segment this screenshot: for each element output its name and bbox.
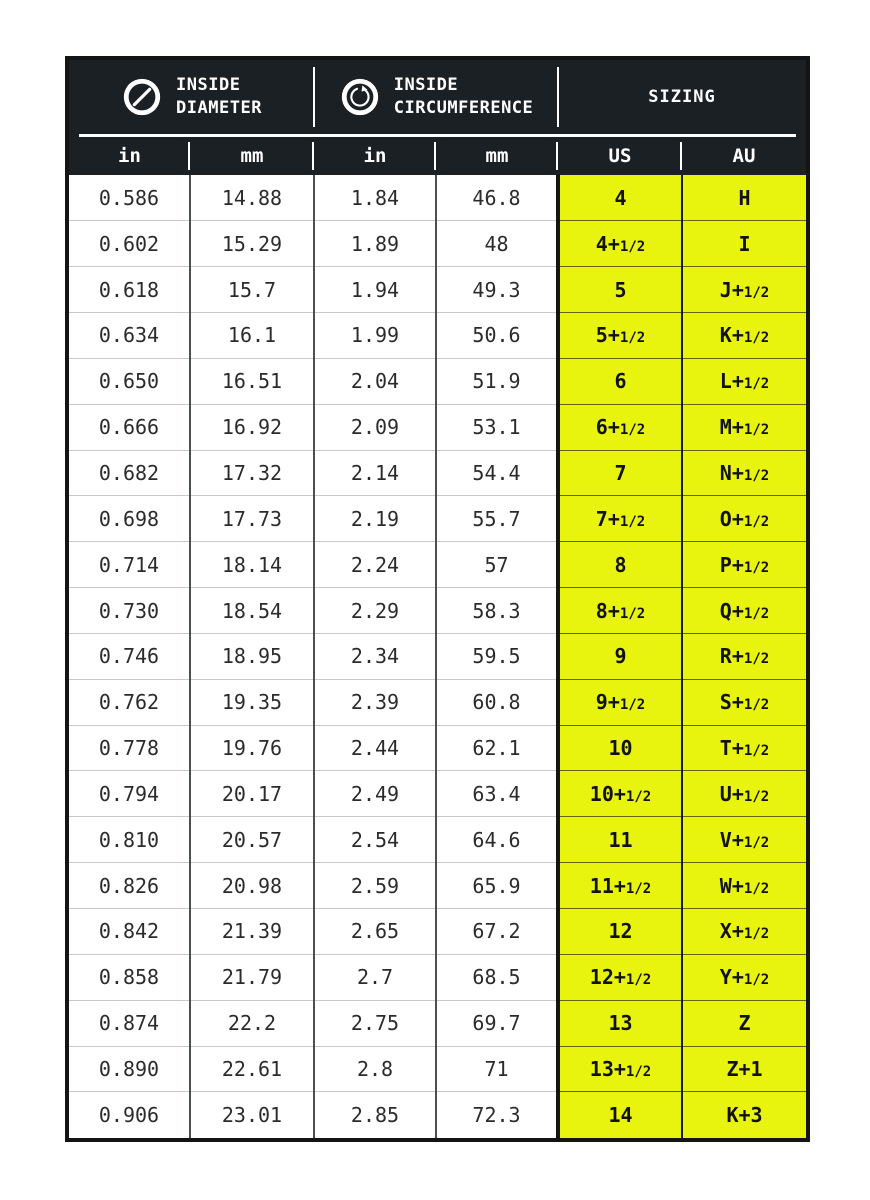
us-size-cell: 5+1/2 (558, 313, 682, 359)
half-fraction: 1/2 (743, 651, 770, 668)
table-header (69, 60, 806, 175)
table-row (69, 771, 806, 817)
half-fraction: 1/2 (619, 422, 646, 439)
diameter-in-cell: 0.682 (69, 450, 190, 496)
au-size-cell: Z (682, 1000, 806, 1046)
table-row (69, 313, 806, 359)
half-fraction: 1/2 (743, 972, 770, 989)
half-fraction: 1/2 (625, 880, 652, 897)
header-title-row (69, 60, 806, 134)
half-fraction: 1/2 (619, 513, 646, 530)
label-line1: SIZING (648, 86, 716, 107)
circumference-in-cell: 2.24 (314, 542, 436, 588)
label-line1: INSIDE (176, 75, 241, 96)
au-size-cell: X+1/2 (682, 909, 806, 955)
diameter-in-cell: 0.650 (69, 358, 190, 404)
circumference-in-cell: 2.19 (314, 496, 436, 542)
au-size-cell: I (682, 221, 806, 267)
diameter-mm-cell: 20.17 (190, 771, 314, 817)
circumference-in-cell: 2.75 (314, 1000, 436, 1046)
au-size-cell: T+1/2 (682, 725, 806, 771)
au-size-cell: R+1/2 (682, 633, 806, 679)
us-size-cell: 7 (558, 450, 682, 496)
table-row (69, 358, 806, 404)
half-fraction: 1/2 (743, 834, 770, 851)
diameter-mm-cell: 21.39 (190, 909, 314, 955)
circumference-in-cell: 2.7 (314, 954, 436, 1000)
circumference-mm-cell: 65.9 (436, 863, 558, 909)
inside-circumference-label (394, 74, 534, 120)
half-fraction: 1/2 (619, 697, 646, 714)
diameter-mm-cell: 18.54 (190, 588, 314, 634)
diameter-in-cell: 0.762 (69, 679, 190, 725)
circumference-mm-cell: 48 (436, 221, 558, 267)
circumference-in-cell: 1.84 (314, 175, 436, 221)
circumference-mm-cell: 62.1 (436, 725, 558, 771)
half-fraction: 1/2 (619, 605, 646, 622)
circumference-mm-cell: 72.3 (436, 1092, 558, 1138)
diameter-mm-cell: 17.73 (190, 496, 314, 542)
circumference-in-cell: 2.44 (314, 725, 436, 771)
circumference-mm-cell: 67.2 (436, 909, 558, 955)
diameter-mm-cell: 16.51 (190, 358, 314, 404)
us-size-cell: 9 (558, 633, 682, 679)
diameter-mm-cell: 20.57 (190, 817, 314, 863)
col-header-circumference-in: in (314, 137, 436, 175)
table-row (69, 1000, 806, 1046)
circumference-mm-cell: 69.7 (436, 1000, 558, 1046)
diameter-mm-cell: 22.61 (190, 1046, 314, 1092)
circumference-in-cell: 1.99 (314, 313, 436, 359)
circumference-in-cell: 2.8 (314, 1046, 436, 1092)
header-group-sizing (558, 60, 806, 134)
diameter-in-cell: 0.826 (69, 863, 190, 909)
diameter-icon (121, 76, 163, 118)
diameter-in-cell: 0.890 (69, 1046, 190, 1092)
circumference-icon (339, 76, 381, 118)
table-row (69, 863, 806, 909)
us-size-cell: 10 (558, 725, 682, 771)
col-header-diameter-mm: mm (190, 137, 314, 175)
table-row (69, 909, 806, 955)
table-row (69, 588, 806, 634)
half-fraction: 1/2 (743, 467, 770, 484)
us-size-cell: 8+1/2 (558, 588, 682, 634)
half-fraction: 1/2 (625, 1063, 652, 1080)
us-size-cell: 10+1/2 (558, 771, 682, 817)
au-size-cell: M+1/2 (682, 404, 806, 450)
diameter-mm-cell: 16.1 (190, 313, 314, 359)
circumference-mm-cell: 54.4 (436, 450, 558, 496)
us-size-cell: 8 (558, 542, 682, 588)
au-size-cell: V+1/2 (682, 817, 806, 863)
circumference-in-cell: 2.59 (314, 863, 436, 909)
au-size-cell: J+1/2 (682, 267, 806, 313)
au-size-cell: Y+1/2 (682, 954, 806, 1000)
sizing-label (648, 86, 715, 109)
circumference-mm-cell: 71 (436, 1046, 558, 1092)
circumference-mm-cell: 50.6 (436, 313, 558, 359)
diameter-mm-cell: 18.14 (190, 542, 314, 588)
header-group-inside-circumference (314, 60, 558, 134)
diameter-mm-cell: 21.79 (190, 954, 314, 1000)
diameter-mm-cell: 15.7 (190, 267, 314, 313)
us-size-cell: 4+1/2 (558, 221, 682, 267)
diameter-mm-cell: 18.95 (190, 633, 314, 679)
diameter-mm-cell: 14.88 (190, 175, 314, 221)
us-size-cell: 12+1/2 (558, 954, 682, 1000)
diameter-mm-cell: 22.2 (190, 1000, 314, 1046)
col-header-circumference-mm: mm (436, 137, 558, 175)
table-row (69, 954, 806, 1000)
circumference-in-cell: 2.04 (314, 358, 436, 404)
label-line2: DIAMETER (176, 98, 262, 118)
half-fraction: 1/2 (625, 972, 652, 989)
circumference-mm-cell: 57 (436, 542, 558, 588)
circumference-in-cell: 1.89 (314, 221, 436, 267)
table-row (69, 542, 806, 588)
au-size-cell: H (682, 175, 806, 221)
us-size-cell: 11+1/2 (558, 863, 682, 909)
diameter-in-cell: 0.714 (69, 542, 190, 588)
diameter-mm-cell: 19.76 (190, 725, 314, 771)
diameter-in-cell: 0.842 (69, 909, 190, 955)
us-size-cell: 5 (558, 267, 682, 313)
us-size-cell: 13 (558, 1000, 682, 1046)
table-row (69, 817, 806, 863)
label-line2: CIRCUMFERENCE (393, 98, 534, 118)
header-group-inside-diameter (69, 60, 314, 134)
us-size-cell: 14 (558, 1092, 682, 1138)
circumference-in-cell: 2.34 (314, 633, 436, 679)
circumference-mm-cell: 68.5 (436, 954, 558, 1000)
us-size-cell: 11 (558, 817, 682, 863)
circumference-mm-cell: 58.3 (436, 588, 558, 634)
col-header-au-size: AU (732, 145, 756, 167)
table-row (69, 267, 806, 313)
au-size-cell: K+3 (682, 1092, 806, 1138)
half-fraction: 1/2 (743, 330, 770, 347)
circumference-mm-cell: 63.4 (436, 771, 558, 817)
half-fraction: 1/2 (743, 880, 770, 897)
au-size-cell: Q+1/2 (682, 588, 806, 634)
column-headers (69, 137, 806, 175)
circumference-mm-cell: 55.7 (436, 496, 558, 542)
table-row (69, 221, 806, 267)
diameter-in-cell: 0.810 (69, 817, 190, 863)
diameter-mm-cell: 17.32 (190, 450, 314, 496)
diameter-mm-cell: 16.92 (190, 404, 314, 450)
table-body (69, 175, 806, 1138)
half-fraction: 1/2 (619, 238, 646, 255)
us-size-cell: 4 (558, 175, 682, 221)
circumference-in-cell: 1.94 (314, 267, 436, 313)
table-row (69, 1092, 806, 1138)
circumference-mm-cell: 46.8 (436, 175, 558, 221)
diameter-in-cell: 0.778 (69, 725, 190, 771)
circumference-in-cell: 2.14 (314, 450, 436, 496)
au-size-cell: W+1/2 (682, 863, 806, 909)
circumference-in-cell: 2.49 (314, 771, 436, 817)
circumference-in-cell: 2.85 (314, 1092, 436, 1138)
diameter-in-cell: 0.746 (69, 633, 190, 679)
us-size-cell: 6+1/2 (558, 404, 682, 450)
table-row (69, 725, 806, 771)
half-fraction: 1/2 (743, 605, 770, 622)
us-size-cell: 9+1/2 (558, 679, 682, 725)
circumference-mm-cell: 49.3 (436, 267, 558, 313)
au-size-cell: S+1/2 (682, 679, 806, 725)
diameter-in-cell: 0.634 (69, 313, 190, 359)
circumference-in-cell: 2.29 (314, 588, 436, 634)
table-row (69, 679, 806, 725)
circumference-mm-cell: 59.5 (436, 633, 558, 679)
half-fraction: 1/2 (619, 330, 646, 347)
diameter-in-cell: 0.730 (69, 588, 190, 634)
half-fraction: 1/2 (743, 926, 770, 943)
circumference-in-cell: 2.39 (314, 679, 436, 725)
diameter-in-cell: 0.618 (69, 267, 190, 313)
diameter-in-cell: 0.906 (69, 1092, 190, 1138)
us-size-cell: 7+1/2 (558, 496, 682, 542)
au-size-cell: L+1/2 (682, 358, 806, 404)
au-size-cell: Z+1 (682, 1046, 806, 1092)
half-fraction: 1/2 (743, 743, 770, 760)
us-size-cell: 6 (558, 358, 682, 404)
col-header-diameter-in: in (69, 137, 190, 175)
diameter-in-cell: 0.874 (69, 1000, 190, 1046)
half-fraction: 1/2 (743, 284, 770, 301)
au-size-cell: N+1/2 (682, 450, 806, 496)
diameter-in-cell: 0.602 (69, 221, 190, 267)
au-size-cell: O+1/2 (682, 496, 806, 542)
diameter-in-cell: 0.586 (69, 175, 190, 221)
circumference-mm-cell: 60.8 (436, 679, 558, 725)
half-fraction: 1/2 (743, 513, 770, 530)
label-line1: INSIDE (393, 75, 459, 96)
half-fraction: 1/2 (743, 788, 770, 805)
half-fraction: 1/2 (743, 422, 770, 439)
ring-size-chart (65, 56, 810, 1142)
table-row (69, 633, 806, 679)
au-size-cell: P+1/2 (682, 542, 806, 588)
half-fraction: 1/2 (743, 376, 770, 393)
us-size-cell: 12 (558, 909, 682, 955)
diameter-mm-cell: 15.29 (190, 221, 314, 267)
diameter-in-cell: 0.794 (69, 771, 190, 817)
half-fraction: 1/2 (743, 697, 770, 714)
circumference-in-cell: 2.65 (314, 909, 436, 955)
au-size-cell: U+1/2 (682, 771, 806, 817)
circumference-in-cell: 2.09 (314, 404, 436, 450)
diameter-in-cell: 0.858 (69, 954, 190, 1000)
table-row (69, 450, 806, 496)
diameter-mm-cell: 23.01 (190, 1092, 314, 1138)
circumference-mm-cell: 64.6 (436, 817, 558, 863)
diameter-mm-cell: 19.35 (190, 679, 314, 725)
au-size-cell: K+1/2 (682, 313, 806, 359)
table-row (69, 404, 806, 450)
circumference-mm-cell: 53.1 (436, 404, 558, 450)
table-row (69, 496, 806, 542)
diameter-in-cell: 0.698 (69, 496, 190, 542)
table-row (69, 175, 806, 221)
table-row (69, 1046, 806, 1092)
us-size-cell: 13+1/2 (558, 1046, 682, 1092)
diameter-mm-cell: 20.98 (190, 863, 314, 909)
col-header-us-size: US (558, 137, 682, 175)
inside-diameter-label (176, 74, 262, 120)
half-fraction: 1/2 (743, 559, 770, 576)
diameter-in-cell: 0.666 (69, 404, 190, 450)
circumference-in-cell: 2.54 (314, 817, 436, 863)
size-table (69, 175, 806, 1138)
circumference-mm-cell: 51.9 (436, 358, 558, 404)
half-fraction: 1/2 (625, 788, 652, 805)
